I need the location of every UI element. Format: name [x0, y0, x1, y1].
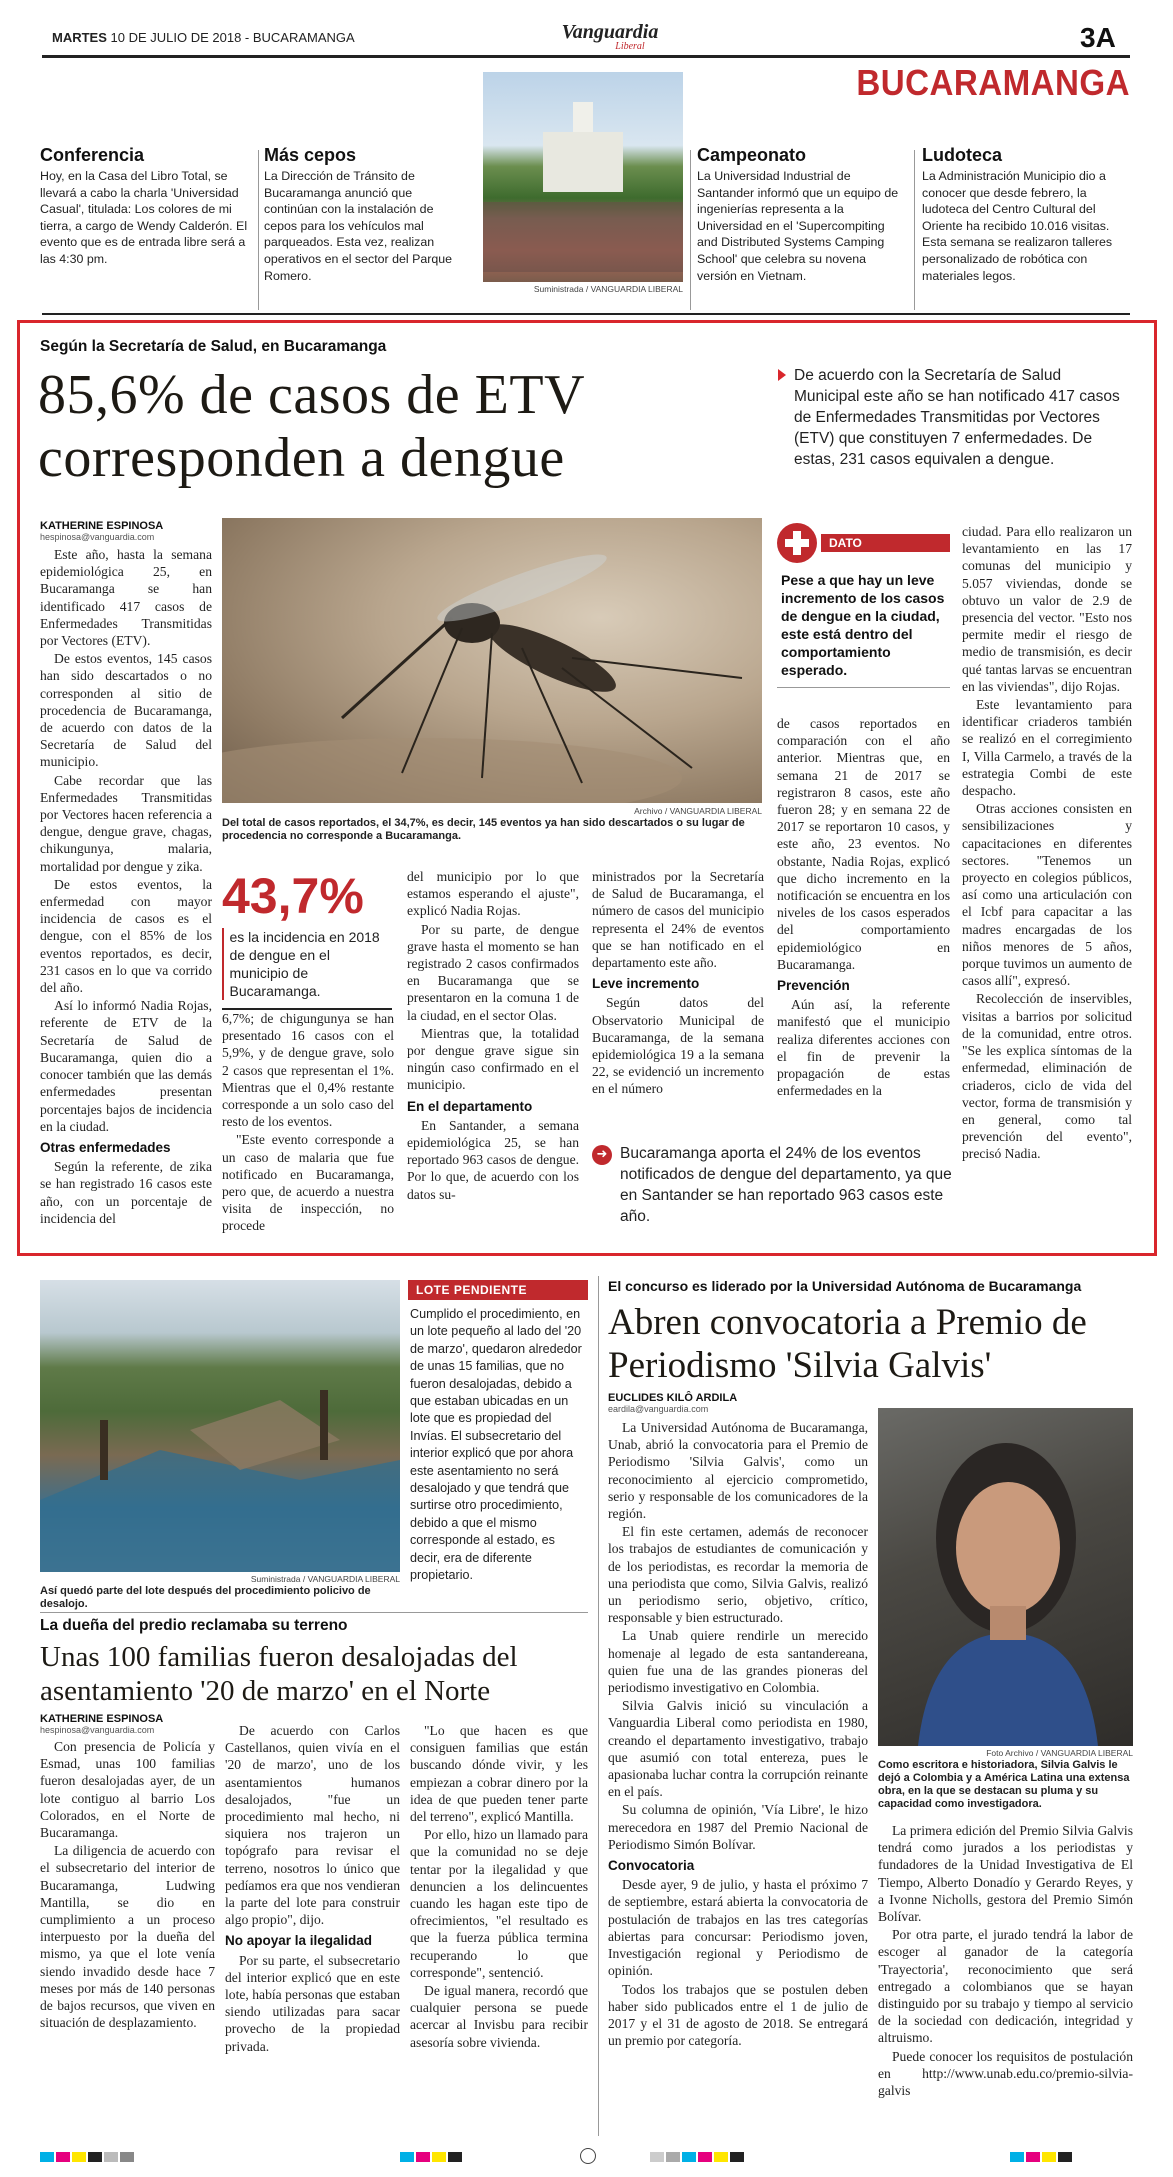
- lote-photo: [40, 1280, 400, 1572]
- paragraph: La Unab quiere rendirle un merecido homenaje al legado de esta santandereana, quien fue una de las grandes pioneras del periodismo investigativo en Colombia.: [608, 1628, 868, 1696]
- silvia-galvis-photo: [878, 1408, 1133, 1746]
- section-title: BUCARAMANGA: [856, 62, 1130, 103]
- paragraph: Por su parte, de dengue grave hasta el momento se han registrado 2 casos confirmados en Bucaramanga que se presentaron en la comuna 1 de la ciudad, en el sector Olas.: [407, 921, 579, 1023]
- subhead: Prevención: [777, 978, 850, 994]
- subhead: Convocatoria: [608, 1858, 695, 1874]
- header-rule: [42, 55, 1130, 58]
- premio-headline: Abren convocatoria a Premio de Periodismo 'Silvia Galvis': [608, 1302, 1087, 1386]
- paragraph: "Lo que hacen es que consiguen familias que están buscando dónde vivir, y les empiezan a cobrar dinero por la idea de que pueden tener parte del terreno", explicó Mantilla.: [410, 1723, 588, 1825]
- paragraph: La Universidad Autónoma de Bucaramanga, Unab, abrió la convocatoria para el Premio de Periodismo 'Silvia Galvis', como un reconocimiento al ejercicio comprometido, serio y responsable de los comunicadores de la región.: [608, 1420, 868, 1522]
- paragraph: Puede conocer los requisitos de postulación en http://www.unab.edu.co/premio-silvia-galvis: [878, 2048, 1133, 2099]
- author-name: KATHERINE ESPINOSA: [40, 520, 164, 532]
- paragraph: Según datos del Observatorio Municipal de Bucaramanga, de la semana epidemiológica 19 a la semana 22, se evidenció un incremento en el número: [592, 995, 764, 1097]
- dato-text: Pese a que hay un leve incremento de los casos de dengue en la ciudad, este está dentro del comportamiento esperado.: [781, 572, 945, 678]
- paragraph: Este año, hasta la semana epidemiológica 25, en Bucaramanga se han identificado 417 casos de Enfermedades Transmitidas por Vectores (ETV).: [40, 547, 212, 649]
- portrait-graphic: [878, 1408, 1133, 1746]
- health-cross-icon: [777, 523, 817, 563]
- paragraph: El fin este certamen, además de reconocer los trabajos de estudiantes de comunicación y de los periodistas, es recordar la memoria de una periodista que como, Silvia Galvis, realizó un periodismo serio, objetivo, crítico, responsable y bien estructurado.: [608, 1524, 868, 1626]
- premio-photo-caption: Como escritora e historiadora, Silvia Galvis le dejó a Colombia y a América Latina una extensa obra, en la que se destacan su pluma y su capacidad como investigadora.: [878, 1759, 1130, 1810]
- paragraph: Silvia Galvis inició su vinculación a Vanguardia Liberal como periodista en 1980, creando el departamento investigativo, trabajo que asumió con total entereza, pues le apasionaba luchar contra la corrupción reinante en el país.: [608, 1698, 868, 1800]
- color-bar-mid: [400, 2152, 462, 2162]
- stat-box: [222, 870, 392, 1010]
- pull-quote: [592, 1143, 952, 1227]
- author-email: hespinosa@vanguardia.com: [40, 1725, 155, 1735]
- subhead: Leve incremento: [592, 976, 700, 992]
- lote-headline: Unas 100 familias fueron desalojadas del asentamiento '20 de marzo' en el Norte: [40, 1641, 518, 1707]
- paragraph: La diligencia de acuerdo con el subsecretario del interior de Bucaramanga, Ludwing Mantilla, se dio en cumplimiento a un proceso interpuesto por la dueña del mismo, ya que el lote venía siendo invadido desde hace 7 meses por más de 140 personas de bajos recursos, que viven en situación de desplazamiento.: [40, 1843, 215, 2031]
- folio-line: [52, 30, 355, 45]
- folio-date: 10 DE JULIO DE 2018 - BUCARAMANGA: [110, 30, 355, 45]
- lote-label: LOTE PENDIENTE: [408, 1280, 588, 1300]
- lote-rule: [40, 1612, 588, 1613]
- brief-conferencia: [40, 145, 252, 268]
- stat-text: es la incidencia en 2018 de dengue en el municipio de Bucaramanga.: [229, 929, 380, 999]
- paragraph: "Este evento corresponde a un caso de malaria que fue notificado en Bucaramanga, pero que, de acuerdo a nuestra visita de inspección, no procede: [222, 1132, 394, 1234]
- main-col-2: [222, 1010, 394, 1236]
- author-name: EUCLIDES KILÔ ARDILA: [608, 1392, 738, 1404]
- mosquito-photo: [222, 518, 762, 803]
- paragraph: Con presencia de Policía y Esmad, unas 100 familias fueron desalojadas ayer, de un lote contiguo al barrio Los Colorados, en el Norte de Bucaramanga.: [40, 1739, 215, 1841]
- lote-col-1: [40, 1738, 215, 2032]
- brief-title: Ludoteca: [922, 145, 1003, 165]
- column-divider: [598, 1276, 599, 2136]
- folio-day: MARTES: [52, 30, 107, 45]
- brief-ludoteca: [922, 145, 1132, 284]
- paragraph: De estos eventos, la enfermedad con mayor incidencia de casos es el dengue, con el 85% de los eventos reportados, es decir, 231 casos en lo que va corrido del año.: [40, 876, 212, 996]
- paragraph: Su columna de opinión, 'Vía Libre', le hizo merecedora en 1987 del Premio Nacional de Periodismo Simón Bolívar.: [608, 1802, 868, 1852]
- main-col-5: [777, 715, 950, 1100]
- divider: [914, 150, 915, 310]
- paragraph: En Santander, a semana epidemiológica 25, se han reportado 963 casos de dengue. Por lo que, de acuerdo con los datos su-: [407, 1117, 579, 1202]
- paragraph: De estos eventos, 145 casos han sido descartados o no corresponden al sitio de procedencia de Bucaramanga, de acuerdo con datos de la Secretaría de Salud del municipio.: [40, 651, 212, 770]
- paragraph: Cabe recordar que las Enfermedades Transmitidas por Vectores hacen referencia a dengue, dengue grave, chagas, chikungunya, malaria, mortalidad por dengue y zika.: [40, 772, 212, 874]
- subhead: Otras enfermedades: [40, 1139, 171, 1155]
- main-col-6: [962, 523, 1132, 1164]
- paragraph: Este levantamiento para identificar criaderos también se realizó en el corregimiento I, Villa Carmelo, a través de la estrategia Combi de este despacho.: [962, 697, 1132, 799]
- summary-text: De acuerdo con la Secretaría de Salud Municipal este año se han notificado 417 casos de Enfermedades Transmitidas por Vectores (ETV) que constituyen 7 enfermedades. De estas, 231 casos equivalen a dengue.: [794, 367, 1120, 468]
- brief-title: Campeonato: [697, 145, 807, 165]
- color-bar-far-right: [1010, 2152, 1072, 2162]
- divider: [690, 150, 691, 310]
- paragraph: Mientras que, la totalidad por dengue grave sigue sin ningún caso confirmado en el municipio.: [407, 1025, 579, 1093]
- brief-photo-credit: Suministrada / VANGUARDIA LIBERAL: [533, 284, 683, 294]
- dato-box: [777, 523, 950, 688]
- mosquito-graphic: [222, 518, 762, 803]
- paragraph: Según la referente, de zika se han registrado 16 casos este año, con un porcentaje de incidencia del: [40, 1159, 212, 1226]
- author-email: hespinosa@vanguardia.com: [40, 532, 155, 542]
- paragraph: De acuerdo con Carlos Castellanos, quien vivía en el '20 de marzo', uno de los asentamientos humanos desalojados, "fue un procedimiento mal hecho, ni siquiera nos trajeron un topógrafo para revisar el terreno, nosotros lo único que pedíamos era que nos vendieran la parte del lote para construir algo propio", dijo.: [225, 1723, 400, 1928]
- briefs-rule: [42, 313, 1130, 315]
- author-email: eardila@vanguardia.com: [608, 1404, 709, 1414]
- paragraph: ciudad. Para ello realizaron un levantamiento en las 17 comunas del municipio y 5.057 viviendas, donde se obtuvo un valor de 2.9 de presencia del vector. "Esto nos permite medir el riesgo de medio de transmisión, es decir qué tantas larvas se encuentran en las viviendas", dijo Rojas.: [962, 524, 1132, 694]
- main-photo-credit: Archivo / VANGUARDIA LIBERAL: [634, 806, 762, 816]
- paragraph: Aún así, la referente manifestó que el municipio realiza diferentes acciones con el fin de prevenir la propagación de estas enfermedades en la: [777, 997, 950, 1099]
- logo: [555, 22, 665, 52]
- building-graphic: [483, 72, 683, 282]
- main-col-4: [592, 868, 764, 1099]
- brief-text: Hoy, en la Casa del Libro Total, se llevará a cabo la charla 'Universidad Casual', titulada: Los colores de mi tierra, a cargo de Wendy Calderón. El evento que es de entrada libre será a las 4:30 pm.: [40, 169, 248, 266]
- registration-mark-icon: [580, 2148, 596, 2164]
- lote-byline: [40, 1713, 163, 1735]
- dato-rule: [777, 687, 950, 688]
- summary-bullet-icon: [778, 369, 786, 381]
- lote-photo-credit: Suministrada / VANGUARDIA LIBERAL: [250, 1574, 400, 1584]
- brief-text: La Dirección de Tránsito de Bucaramanga anunció que continúan con la instalación de cepos para los vehículos mal parqueados. Esta vez, realizan operativos en el sector del Parque Romero.: [264, 169, 453, 283]
- paragraph: de casos reportados en comparación con el año anterior. Mientras que, en semana 21 de 2017 se registraron 8 casos, este año fueron 28; y en semana 22 de 2017 se reportaron 10 casos, y este año, 23 eventos. No obstante, Nadia Rojas, explicó que dicho incremento en la notificación se encuentra en los niveles de los casos esperados del comportamiento epidemiológico en Bucaramanga.: [777, 716, 950, 972]
- pull-quote-text: Bucaramanga aporta el 24% de los eventos notificados de dengue del departamento, ya que en Santander se han reportado 963 casos este año.: [620, 1145, 952, 1225]
- paragraph: De igual manera, recordó que cualquier persona se puede acercar al Invisbu para recibir asesoría sobre vivienda.: [410, 1983, 588, 2050]
- author-name: KATHERINE ESPINOSA: [40, 1713, 164, 1725]
- subhead: No apoyar la ilegalidad: [225, 1933, 373, 1949]
- premio-kicker: El concurso es liderado por la Universidad Autónoma de Bucaramanga: [608, 1278, 1082, 1294]
- brief-text: La Universidad Industrial de Santander informó que un equipo de ingenierías representa a la Universidad en el 'Supercompiting and Distributed Systems Camping School' que celebra su novena versión en Vietnam.: [697, 169, 899, 283]
- main-headline: 85,6% de casos de ETV corresponden a dengue: [38, 364, 584, 489]
- paragraph: ministrados por la Secretaría de Salud de Bucaramanga, el número de casos del municipio representa el 24% de eventos que se han notificado en el departamento este año.: [592, 869, 764, 971]
- lote-kicker: La dueña del predio reclamaba su terreno: [40, 1617, 348, 1634]
- paragraph: Por otra parte, el jurado tendrá la labor de escoger al ganador de la categoría 'Trayectoria', reconocimiento que será entregado a colombianos que se hayan distinguido por su trabajo y tiempo al servicio de la sociedad con dedicación, integridad y altruismo.: [878, 1927, 1133, 2046]
- main-photo-caption: Del total de casos reportados, el 34,7%, es decir, 145 eventos ya han sido descartados o su lugar de procedencia no corresponde a Bucaramanga.: [222, 817, 745, 842]
- summary-box: [780, 365, 1125, 470]
- lote-sidebar: [408, 1280, 588, 1585]
- lote-col-3: [410, 1722, 588, 2052]
- paragraph: Por ello, hizo un llamado para que la comunidad no se deje tentar por la ilegalidad y que denuncien a los delincuentes cuando les hagan este tipo de ofrecimientos, "el resultado es que la fuerza pública termina recuperando lo que corresponde", sentenció.: [410, 1827, 588, 1980]
- brief-cepos: [264, 145, 464, 284]
- subhead: En el departamento: [407, 1098, 533, 1114]
- paragraph: Todos los trabajos que se postulen deben haber sido publicados entre el 1 de julio de 2017 y el 31 de agosto de 2018. Se entregará un premio por categoría.: [608, 1981, 868, 2049]
- page-number: 3A: [1080, 22, 1116, 53]
- color-bar-left: [40, 2152, 134, 2162]
- premio-col-2: [878, 1822, 1133, 2100]
- divider: [258, 150, 259, 310]
- brief-text: La Administración Municipio dio a conocer que desde febrero, la ludoteca del Centro Cultural del Oriente ha recibido 10.016 visitas. Esta semana se realizaron talleres personalizado de robótica con materiales legos.: [922, 169, 1113, 283]
- brief-campeonato: [697, 145, 907, 284]
- lote-box-text: Cumplido el procedimiento, en un lote pequeño al lado del '20 de marzo', quedaron alrededor de unas 15 familias, que no fueron desalojadas, debido a que estaban ubicadas en un lote que es propiedad del Invías. El subsecretario del interior explicó que por ahora este asentamiento no será desalojado y que tendrá que surtirse otro procedimiento, debido a que el mismo corresponde al estado, es decir, era de diferente propietario.: [410, 1307, 582, 1583]
- paragraph: Así lo informó Nadia Rojas, referente de ETV de la Secretaría de Salud de Bucaramanga, quien dio a conocer también que las demás enfermedades presentan porcentajes bajos de incidencia en la ciudad.: [40, 998, 212, 1134]
- logo-sub: Liberal: [615, 41, 645, 52]
- arrow-icon: ➜: [592, 1145, 612, 1165]
- premio-photo-credit: Foto Archivo / VANGUARDIA LIBERAL: [986, 1748, 1133, 1758]
- main-col-1: [40, 546, 212, 1228]
- lote-photo-caption: Así quedó parte del lote después del procedimiento policivo de desalojo.: [40, 1585, 371, 1610]
- paragraph: Otras acciones consisten en sensibilizaciones y capacitaciones en diferentes sectores. "Tenemos un proyecto en colegios públicos, así como una articulación con el Icbf para capacitar a las madres encargadas de los niños menores de 5 años, porque tuvimos un aumento de casos allí", expresó.: [962, 801, 1132, 989]
- main-col-3: [407, 868, 579, 1204]
- premio-col-1: [608, 1419, 868, 2050]
- stat-value: 43,7%: [222, 868, 364, 924]
- paragraph: La primera edición del Premio Silvia Galvis tendrá como jurados a los periodistas y fundadores de la Unidad Investigativa de El Tiempo, Alberto Donadío y Gerardo Reyes, y a Ivonne Nicholls, gestora del Premio Simón Bolívar.: [878, 1823, 1133, 1925]
- paragraph: Desde ayer, 9 de julio, y hasta el próximo 7 de septiembre, estará abierta la convocatoria de postulación de trabajos en las tres categorías abiertas para concursar: Periodismo joven, Investigación regional y Periodismo de opinión.: [608, 1877, 868, 1979]
- paragraph: Recolección de inservibles, visitas a barrios por solicitud de la comunidad, entre otros. "Se les explica síntomas de la enfermedad, eliminación de criaderos, ciclo de vida del vector, forma de transmisión y en general, como tal prevención del evento", precisó Nadia.: [962, 991, 1132, 1162]
- paragraph: Por su parte, el subsecretario del interior explicó que en este lote, había personas que estaban siendo utilizadas para sacar provecho de la propiedad privada.: [225, 1952, 400, 2054]
- brief-title: Más cepos: [264, 145, 357, 165]
- stat-desc-wrap: [222, 928, 392, 1000]
- tarp-graphic: [40, 1280, 400, 1572]
- stat-accent: [222, 928, 224, 1000]
- dato-label: DATO: [821, 534, 950, 552]
- paragraph: 6,7%; de chigungunya se han presentado 16 casos con el 5,9%, y de dengue grave, solo 2 casos que representan el 1%. Mientras que el 0,4% restante corresponde a un solo caso del resto de los eventos.: [222, 1011, 394, 1130]
- paragraph: del municipio por lo que estamos esperando el ajuste", explicó Nadia Rojas.: [407, 869, 579, 919]
- lote-col-2: [225, 1722, 400, 2056]
- premio-byline: [608, 1392, 737, 1414]
- color-bar-right: [650, 2152, 744, 2162]
- main-byline: [40, 520, 163, 542]
- dato-header: [777, 523, 950, 563]
- main-kicker: Según la Secretaría de Salud, en Bucaramanga: [40, 338, 387, 355]
- brief-title: Conferencia: [40, 145, 145, 165]
- logo-main: Vanguardia: [561, 21, 659, 43]
- brief-photo: [483, 72, 683, 282]
